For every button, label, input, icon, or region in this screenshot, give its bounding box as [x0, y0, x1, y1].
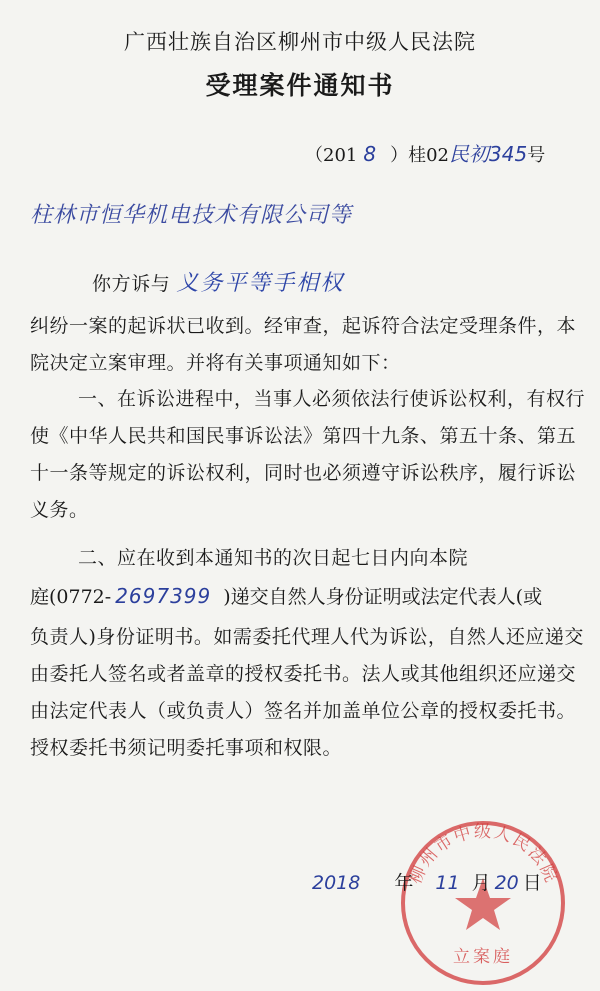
case-year-handwritten: 8 — [363, 142, 377, 166]
phone-suffix: )递交自然人身份证明或法定代表人(或 — [223, 586, 543, 608]
phone-number-handwritten: 2697399 — [115, 584, 212, 608]
date-day-handwritten: 20 — [494, 872, 519, 894]
date-year-label: 年 — [394, 872, 414, 894]
party-name-handwritten: 柱林市恒华机电技术有限公司等 — [30, 203, 353, 228]
phone-line — [30, 582, 542, 609]
issue-date — [312, 868, 542, 895]
case-number — [305, 138, 545, 167]
lawsuit-lead: 你方诉与 — [92, 273, 171, 295]
dispute-handwritten: 义务平等手相权 — [176, 271, 345, 296]
lawsuit-line — [92, 266, 344, 302]
paragraph-authorization: 负责人)身份证明书。如需委托代理人代为诉讼，自然人还应递交由委托人签名或者盖章的授权委托书。法人或其他组织还应递交由法定代表人（或负责人）签名并加盖单位公章的授权委托书。授权委托书须记明委托事项和权限。 — [30, 626, 584, 759]
phone-prefix: 庭(0772- — [30, 586, 112, 608]
case-number-suffix: 号 — [527, 145, 546, 166]
court-seal — [396, 816, 571, 991]
case-code-handwritten: 民初345 — [449, 142, 528, 166]
case-number-middle: ）桂02 — [390, 145, 449, 166]
court-name: 广西壮族自治区柳州市中级人民法院 — [124, 30, 476, 54]
date-month-handwritten: 11 — [435, 872, 460, 894]
seal-ring-text: 柳州市中级人民法院 — [405, 821, 562, 887]
date-year-handwritten: 2018 — [312, 872, 361, 894]
paragraph-submit: 二、应在收到本通知书的次日起七日内向本院 — [78, 547, 469, 569]
case-number-prefix: （201 — [305, 145, 358, 166]
date-month-label: 月 — [471, 872, 491, 894]
date-day-label: 日 — [522, 872, 542, 894]
seal-bottom-text: 立案庭 — [453, 947, 513, 967]
document-title: 受理案件通知书 — [205, 71, 395, 100]
paragraph-rights: 一、在诉讼进程中，当事人必须依法行使诉讼权利，有权行使《中华人民共和国民事诉讼法》第四十九条、第五十条、第五十一条等规定的诉讼权利，同时也必须遵守诉讼秩序，履行诉讼义务。 — [30, 388, 586, 521]
paragraph-intro: 纠纷一案的起诉状已收到。经审查，起诉符合法定受理条件，本院决定立案审理。并将有关事项通知如下： — [30, 315, 577, 374]
